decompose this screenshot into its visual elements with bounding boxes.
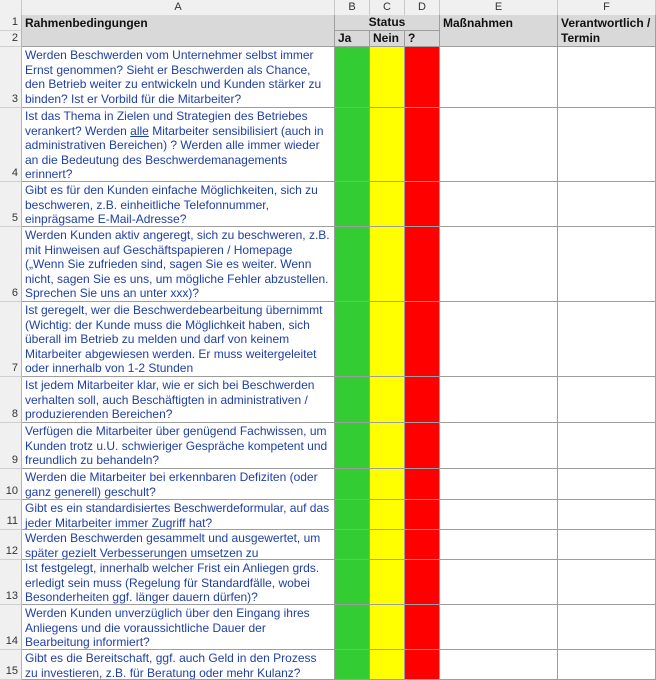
question-cell[interactable]: Gibt es für den Kunden einfache Möglichkeiten, sich zu beschweren, z.B. einheitliche Telefonnummer, einprägsame E-Mail-Adresse? [22,182,335,227]
unknown-cell[interactable] [405,605,440,650]
unknown-cell[interactable] [405,377,440,423]
verantwortlich-cell[interactable] [558,47,656,108]
verantwortlich-cell[interactable] [558,650,656,680]
header-status[interactable]: Status [335,15,440,31]
nein-cell[interactable] [370,108,405,182]
column-header-d[interactable]: D [405,0,440,15]
column-header-a[interactable]: A [22,0,335,15]
question-cell[interactable]: Ist jedem Mitarbeiter klar, wie er sich bei Beschwerden verhalten soll, auch Beschäftigten in administrativen / produzierenden Bereichen? [22,377,335,423]
question-cell[interactable]: Werden Beschwerden vom Unternehmer selbst immer Ernst genommen? Sieht er Beschwerden als Chance, den Betrieb weiter zu entwickeln und Kunden stärker zu binden? Ist er Vorbild für die Mitarbeiter? [22,47,335,108]
row-header[interactable]: 8 [0,377,22,423]
nein-cell[interactable] [370,47,405,108]
column-header-c[interactable]: C [370,0,405,15]
massnahmen-cell[interactable] [440,605,558,650]
question-cell[interactable] [22,108,335,182]
ja-cell[interactable] [335,302,370,377]
verantwortlich-cell[interactable] [558,469,656,500]
header-massnahmen[interactable]: Maßnahmen [440,15,558,47]
massnahmen-cell[interactable] [440,302,558,377]
nein-cell[interactable] [370,423,405,469]
unknown-cell[interactable] [405,423,440,469]
ja-cell[interactable] [335,560,370,605]
header-verantwortlich[interactable]: Verantwortlich / Termin [558,15,656,47]
row-header[interactable]: 6 [0,227,22,302]
unknown-cell[interactable] [405,500,440,530]
massnahmen-cell[interactable] [440,227,558,302]
verantwortlich-cell[interactable] [558,605,656,650]
unknown-cell[interactable] [405,47,440,108]
header-ja[interactable]: Ja [335,31,370,47]
nein-cell[interactable] [370,182,405,227]
question-text: Ist das Thema in Zielen und Strategien des Betriebes verankert? Werden [25,109,308,138]
select-all-corner[interactable] [0,0,22,15]
nein-cell[interactable] [370,469,405,500]
verantwortlich-cell[interactable] [558,377,656,423]
ja-cell[interactable] [335,182,370,227]
nein-cell[interactable] [370,530,405,560]
question-cell[interactable]: Ist festgelegt, innerhalb welcher Frist ein Anliegen grds. erledigt sein muss (Regelung für Standardfälle, wobei Besonderheiten ggf. länger dauern dürfen)? [22,560,335,605]
question-cell[interactable]: Ist geregelt, wer die Beschwerdebearbeitung übernimmt (Wichtig: der Kunde muss die Möglichkeit haben, sich überall im Betrieb zu melden und darf von keinem Mitarbeiter abgewiesen werden. Er muss weitergeleitet oder innerhalb von 1-2 Stunden [22,302,335,377]
question-text: Mitarbeiter sensibilisiert (auch in administrativen Bereichen) ? Werden alle immer wieder an die Bedeutung des Beschwerdemanagements erinnert? [25,123,324,181]
ja-cell[interactable] [335,605,370,650]
massnahmen-cell[interactable] [440,108,558,182]
ja-cell[interactable] [335,108,370,182]
header-nein[interactable]: Nein [370,31,405,47]
verantwortlich-cell[interactable] [558,530,656,560]
row-header[interactable]: 10 [0,469,22,500]
massnahmen-cell[interactable] [440,500,558,530]
verantwortlich-cell[interactable] [558,182,656,227]
ja-cell[interactable] [335,377,370,423]
header-rahmenbedingungen[interactable]: Rahmenbedingungen [22,15,335,47]
row-header[interactable]: 9 [0,423,22,469]
question-cell[interactable]: Gibt es die Bereitschaft, ggf. auch Geld in den Prozess zu investieren, z.B. für Beratung oder mehr Kulanz? [22,650,335,680]
unknown-cell[interactable] [405,302,440,377]
ja-cell[interactable] [335,423,370,469]
row-header[interactable]: 12 [0,530,22,560]
question-text-underlined: alle [130,123,149,138]
question-cell[interactable]: Verfügen die Mitarbeiter über genügend Fachwissen, um Kunden trotz u.U. schwieriger Gespräche kompetent und freundlich zu behandeln? [22,423,335,469]
question-cell[interactable]: Werden Beschwerden gesammelt und ausgewertet, um später gezielt Verbesserungen umsetzen zu [22,530,335,560]
verantwortlich-cell[interactable] [558,227,656,302]
nein-cell[interactable] [370,227,405,302]
question-cell[interactable]: Werden Kunden unverzüglich über den Eingang ihres Anliegens und die voraussichtliche Dauer der Bearbeitung informiert? [22,605,335,650]
question-cell[interactable]: Gibt es ein standardisiertes Beschwerdeformular, auf das jeder Mitarbeiter immer Zugriff hat? [22,500,335,530]
unknown-cell[interactable] [405,469,440,500]
nein-cell[interactable] [370,302,405,377]
row-header[interactable]: 3 [0,47,22,108]
column-header-b[interactable]: B [335,0,370,15]
unknown-cell[interactable] [405,530,440,560]
ja-cell[interactable] [335,530,370,560]
massnahmen-cell[interactable] [440,182,558,227]
ja-cell[interactable] [335,469,370,500]
verantwortlich-cell[interactable] [558,302,656,377]
row-header[interactable]: 14 [0,605,22,650]
massnahmen-cell[interactable] [440,650,558,680]
column-header-e[interactable]: E [440,0,558,15]
verantwortlich-cell[interactable] [558,500,656,530]
row-header-1[interactable]: 1 [0,15,22,31]
row-header[interactable]: 13 [0,560,22,605]
massnahmen-cell[interactable] [440,423,558,469]
massnahmen-cell[interactable] [440,47,558,108]
row-header[interactable]: 15 [0,650,22,680]
massnahmen-cell[interactable] [440,560,558,605]
ja-cell[interactable] [335,47,370,108]
question-cell[interactable]: Werden die Mitarbeiter bei erkennbaren Defiziten (oder ganz generell) geschult? [22,469,335,500]
nein-cell[interactable] [370,500,405,530]
ja-cell[interactable] [335,500,370,530]
ja-cell[interactable] [335,227,370,302]
nein-cell[interactable] [370,377,405,423]
row-header-2[interactable]: 2 [0,31,22,47]
question-cell[interactable]: Werden Kunden aktiv angeregt, sich zu beschweren, z.B. mit Hinweisen auf Geschäftspapieren / Homepage („Wenn Sie zufrieden sind, sagen Sie es weiter. Wenn nicht, sagen Sie es uns, um mögliche Fehler abzustellen. Sprechen Sie uns an unter xxx)? [22,227,335,302]
column-header-bar [0,0,656,16]
massnahmen-cell[interactable] [440,469,558,500]
massnahmen-cell[interactable] [440,377,558,423]
unknown-cell[interactable] [405,560,440,605]
unknown-cell[interactable] [405,108,440,182]
nein-cell[interactable] [370,560,405,605]
row-header[interactable]: 7 [0,302,22,377]
row-header[interactable]: 4 [0,108,22,182]
nein-cell[interactable] [370,650,405,680]
unknown-cell[interactable] [405,227,440,302]
unknown-cell[interactable] [405,182,440,227]
verantwortlich-cell[interactable] [558,108,656,182]
massnahmen-cell[interactable] [440,530,558,560]
row-header[interactable]: 11 [0,500,22,530]
verantwortlich-cell[interactable] [558,560,656,605]
nein-cell[interactable] [370,605,405,650]
ja-cell[interactable] [335,650,370,680]
header-fragezeichen[interactable]: ? [405,31,440,47]
verantwortlich-cell[interactable] [558,423,656,469]
column-header-f[interactable]: F [558,0,656,15]
row-header[interactable]: 5 [0,182,22,227]
unknown-cell[interactable] [405,650,440,680]
